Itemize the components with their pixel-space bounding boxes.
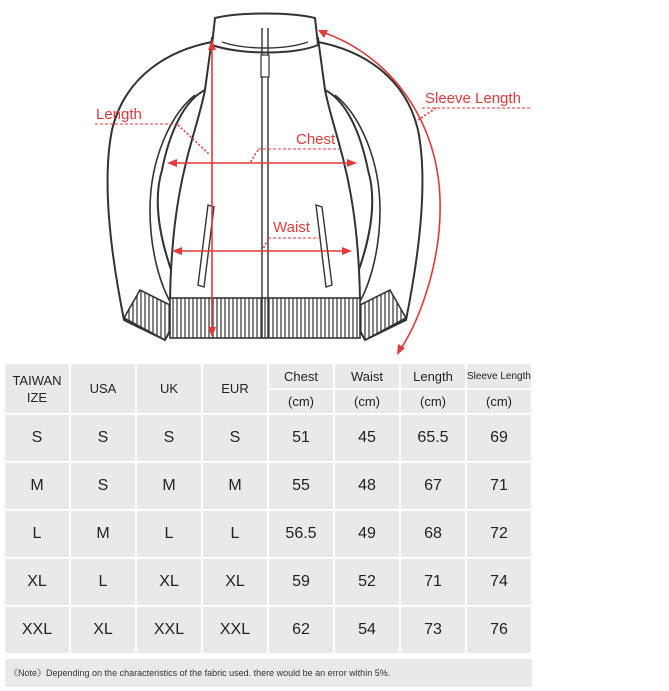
- cell-waist: 49: [335, 511, 399, 557]
- cell-uk: L: [137, 511, 201, 557]
- cell-uk: S: [137, 415, 201, 461]
- cell-eur: L: [203, 511, 267, 557]
- cell-eur: XL: [203, 559, 267, 605]
- unit-length: (cm): [401, 390, 465, 413]
- cell-usa: M: [71, 511, 135, 557]
- cell-usa: L: [71, 559, 135, 605]
- cell-eur: S: [203, 415, 267, 461]
- cell-uk: XL: [137, 559, 201, 605]
- cell-taiwan-size: L: [5, 511, 69, 557]
- table-row: [5, 415, 531, 461]
- cell-uk: M: [137, 463, 201, 509]
- cell-sleeve-length: 72: [467, 511, 531, 557]
- sleeve-length-label: Sleeve Length: [425, 90, 521, 107]
- cell-usa: S: [71, 463, 135, 509]
- cell-length: 67: [401, 463, 465, 509]
- cell-waist: 48: [335, 463, 399, 509]
- header-chest: Chest: [269, 364, 333, 388]
- cell-length: 73: [401, 607, 465, 653]
- cell-chest: 59: [269, 559, 333, 605]
- note-text: 《Note》Depending on the characteristics of the fabric used. there would be an error within 5%.: [5, 659, 532, 687]
- unit-chest: (cm): [269, 390, 333, 413]
- header-eur: EUR: [203, 364, 267, 413]
- cell-chest: 51: [269, 415, 333, 461]
- cell-chest: 62: [269, 607, 333, 653]
- header-uk: UK: [137, 364, 201, 413]
- cell-chest: 55: [269, 463, 333, 509]
- cell-length: 68: [401, 511, 465, 557]
- header-sleeve-length: Sleeve Length: [467, 364, 531, 388]
- cell-taiwan-size: M: [5, 463, 69, 509]
- table-row: [5, 511, 531, 557]
- cell-taiwan-size: S: [5, 415, 69, 461]
- cell-eur: M: [203, 463, 267, 509]
- header-waist: Waist: [335, 364, 399, 388]
- cell-usa: S: [71, 415, 135, 461]
- cell-length: 65.5: [401, 415, 465, 461]
- cell-eur: XXL: [203, 607, 267, 653]
- chest-label: Chest: [296, 131, 336, 148]
- header-usa: USA: [71, 364, 135, 413]
- table-row: [5, 607, 531, 653]
- cell-usa: XL: [71, 607, 135, 653]
- header-taiwan-size: TAIWAN IZE: [5, 364, 69, 413]
- cell-taiwan-size: XXL: [5, 607, 69, 653]
- cell-uk: XXL: [137, 607, 201, 653]
- length-label: Length: [96, 106, 142, 123]
- cell-chest: 56.5: [269, 511, 333, 557]
- cell-sleeve-length: 69: [467, 415, 531, 461]
- table-row: [5, 463, 531, 509]
- unit-sleeve-length: (cm): [467, 390, 531, 413]
- size-table: [3, 362, 533, 655]
- header-length: Length: [401, 364, 465, 388]
- unit-waist: (cm): [335, 390, 399, 413]
- cell-taiwan-size: XL: [5, 559, 69, 605]
- table-header-row: [5, 364, 531, 388]
- waist-label: Waist: [273, 219, 310, 236]
- cell-waist: 52: [335, 559, 399, 605]
- cell-waist: 54: [335, 607, 399, 653]
- table-row: [5, 559, 531, 605]
- cell-sleeve-length: 74: [467, 559, 531, 605]
- cell-length: 71: [401, 559, 465, 605]
- cell-waist: 45: [335, 415, 399, 461]
- cell-sleeve-length: 71: [467, 463, 531, 509]
- cell-sleeve-length: 76: [467, 607, 531, 653]
